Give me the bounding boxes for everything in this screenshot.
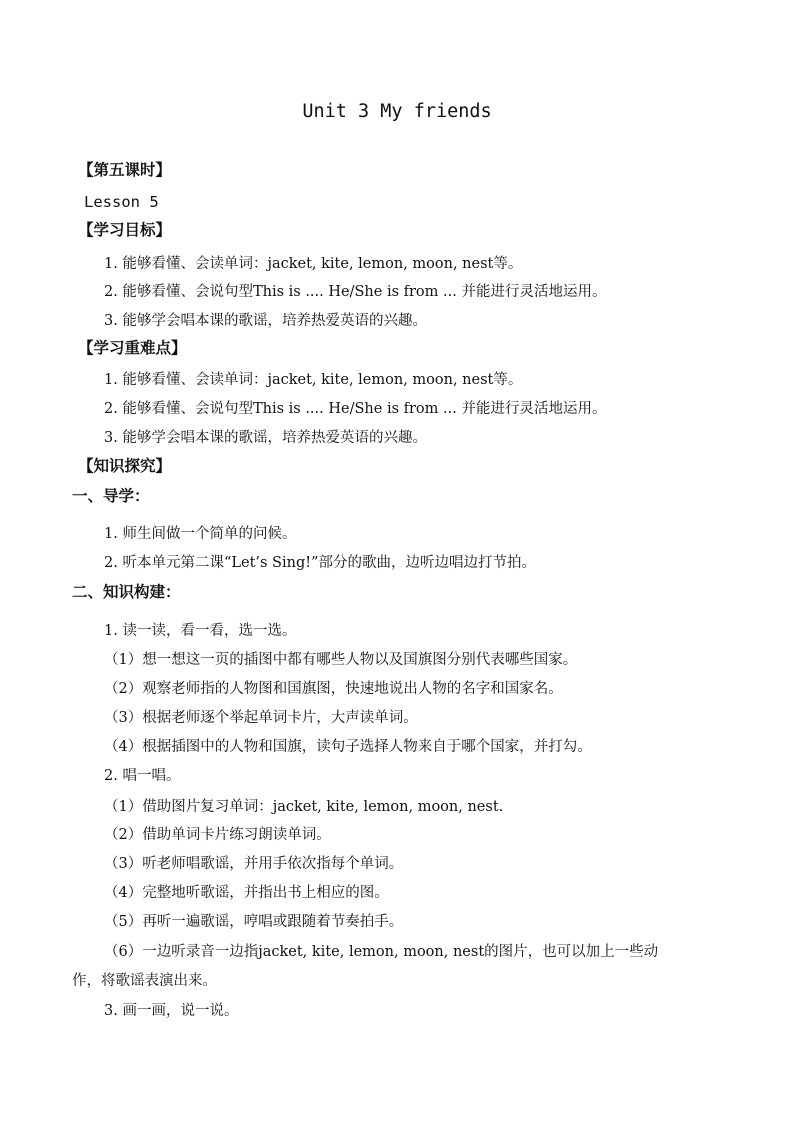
part1-item: 2. 听本单元第二课“Let’s Sing!”部分的歌曲，边听边唱边打节拍。 <box>104 555 536 571</box>
lesson-label: Lesson 5 <box>84 193 159 211</box>
part2-item2-step: （5）再听一遍歌谣，哼唱或跟随着节奏拍手。 <box>104 914 404 930</box>
section-goals-heading: 【学习目标】 <box>78 221 172 239</box>
part2-heading: 二、知识构建： <box>72 583 181 601</box>
part2-item1-step: （4）根据插图中的人物和国旗，读句子选择人物来自于哪个国家，并打勾。 <box>104 739 592 755</box>
document-title: Unit 3 My friends <box>302 101 492 122</box>
part1-heading: 一、导学： <box>72 487 150 505</box>
key-point-item: 3. 能够学会唱本课的歌谣，培养热爱英语的兴趣。 <box>104 430 427 446</box>
part2-item2-step: （2）借助单词卡片练习朗读单词。 <box>104 827 331 843</box>
part2-item2-step: （3）听老师唱歌谣，并用手依次指每个单词。 <box>104 856 404 872</box>
key-point-item: 1. 能够看懂、会读单词：jacket, kite, lemon, moon, nest等。 <box>104 372 523 388</box>
part2-item3: 3. 画一画，说一说。 <box>104 1003 239 1019</box>
part2-item1-step: （2）观察老师指的人物图和国旗图，快速地说出人物的名字和国家名。 <box>104 681 563 697</box>
key-point-item: 2. 能够看懂、会说句型This is .... He/She is from ... 并能进行灵活地运用。 <box>104 401 607 417</box>
goal-item: 2. 能够看懂、会说句型This is .... He/She is from ... 并能进行灵活地运用。 <box>104 284 607 300</box>
part2-item2-step: （4）完整地听歌谣，并指出书上相应的图。 <box>104 885 389 901</box>
part2-item1-step: （1）想一想这一页的插图中都有哪些人物以及国旗图分别代表哪些国家。 <box>104 652 578 668</box>
part2-item2-step: （6）一边听录音一边指jacket, kite, lemon, moon, nest的图片，也可以加上一些动 <box>104 944 659 960</box>
part2-item1-step: （3）根据老师逐个举起单词卡片，大声读单词。 <box>104 710 418 726</box>
part2-item1: 1. 读一读，看一看，选一选。 <box>104 623 297 639</box>
part1-item: 1. 师生间做一个简单的问候。 <box>104 526 297 542</box>
section-explore-heading: 【知识探究】 <box>78 457 172 475</box>
goal-item: 1. 能够看懂、会读单词：jacket, kite, lemon, moon, nest等。 <box>104 256 523 272</box>
section-key-heading: 【学习重难点】 <box>78 339 187 357</box>
part2-item2-step: （1）借助图片复习单词：jacket, kite, lemon, moon, nest. <box>104 799 504 815</box>
section-lesson-heading: 【第五课时】 <box>78 161 172 179</box>
part2-item2-step-continued: 作，将歌谣表演出来。 <box>72 973 217 989</box>
part2-item2: 2. 唱一唱。 <box>104 768 181 784</box>
goal-item: 3. 能够学会唱本课的歌谣，培养热爱英语的兴趣。 <box>104 313 427 329</box>
